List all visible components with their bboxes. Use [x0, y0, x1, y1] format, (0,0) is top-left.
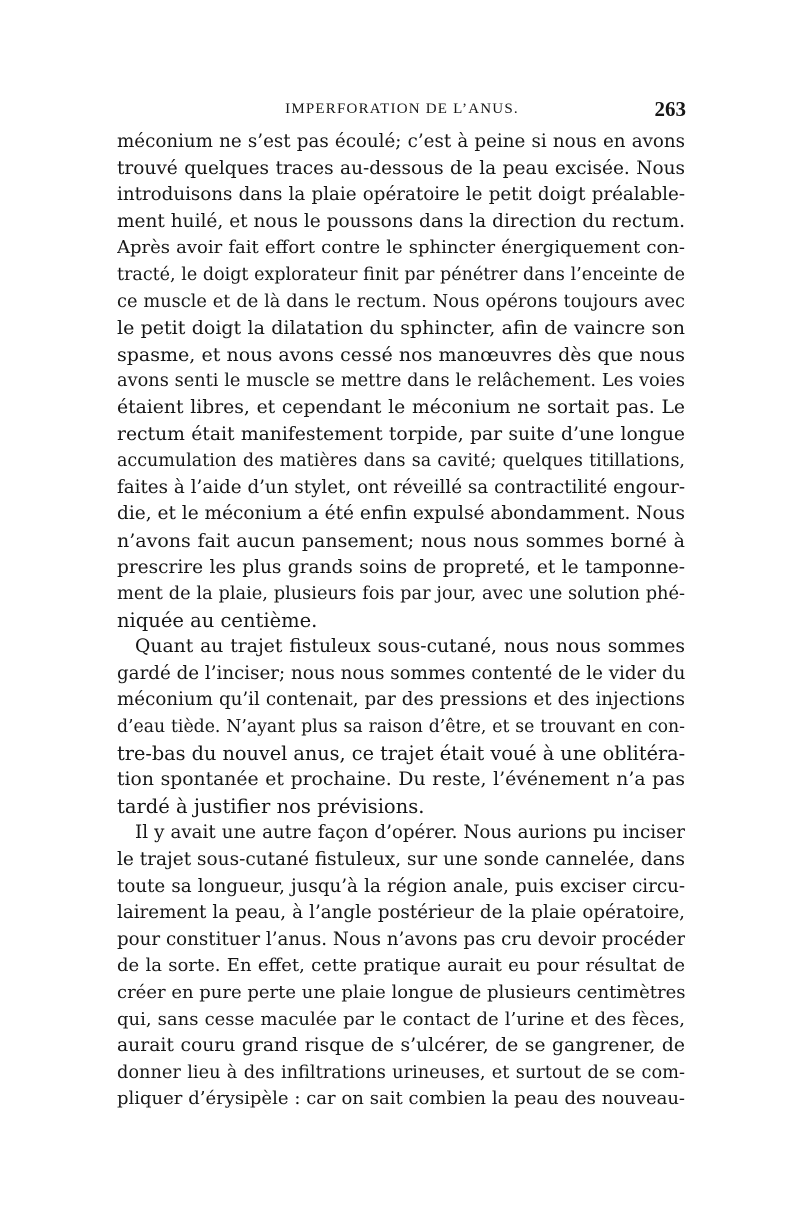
text-line: ment huilé, et nous le poussons dans la direction du rectum. [117, 210, 685, 232]
text-line: ment de la plaie, plusieurs fois par jour, avec une solution phé- [117, 584, 685, 605]
text-line: n’avons fait aucun pansement; nous nous sommes borné à [117, 529, 685, 552]
text-line: tion spontanée et prochaine. Du reste, l’événement n’a pas [117, 769, 685, 791]
text-line: lairement la peau, à l’angle postérieur de la plaie opératoire, [117, 902, 685, 924]
paragraph-start-line: Quant au trajet fistuleux sous-cutané, nous nous sommes [135, 636, 685, 658]
text-line: méconium qu’il contenait, par des pressions et des injections [117, 689, 685, 711]
paragraph-end-line: niquée au centième. [117, 608, 318, 632]
text-line: pliquer d’érysipèle : car on sait combien la peau des nouveau- [117, 1088, 685, 1110]
text-line: avons senti le muscle se mettre dans le relâchement. Les voies [117, 371, 685, 392]
text-line: rectum était manifestement torpide, par suite d’une longue [117, 423, 685, 445]
text-line: gardé de l’inciser; nous nous sommes contenté de le vider du [117, 662, 685, 684]
text-line: tre-bas du nouvel anus, ce trajet était voué à une oblitéra- [117, 741, 685, 765]
page-number: 263 [654, 97, 686, 121]
text-line: prescrire les plus grands soins de propreté, et le tamponne- [117, 556, 685, 578]
paragraph-end-line: tardé à justifier nos prévisions. [117, 794, 425, 818]
text-line: créer en pure perte une plaie longue de plusieurs centimètres [117, 982, 685, 1003]
text-line: donner lieu à des infiltrations urineuses, et surtout de se com- [117, 1062, 685, 1083]
text-line: Après avoir fait effort contre le sphincter énergiquement con- [117, 237, 685, 259]
running-head [118, 98, 686, 124]
text-line: die, et le méconium a été enfin expulsé abondamment. Nous [117, 503, 685, 525]
text-line: trouvé quelques traces au-dessous de la peau excisée. Nous [117, 157, 685, 179]
text-line: faites à l’aide d’un stylet, ont réveillé sa contractilité engour- [117, 476, 685, 498]
text-line: accumulation des matières dans sa cavité; quelques titillations, [117, 451, 685, 472]
text-line: tracté, le doigt explorateur finit par pénétrer dans l’enceinte de [117, 264, 685, 285]
text-line: le petit doigt la dilatation du sphincter, afin de vaincre son [117, 317, 685, 340]
text-line: étaient libres, et cependant le méconium ne sortait pas. Le [117, 396, 685, 418]
body-text [117, 129, 685, 1113]
text-line: spasme, et nous avons cessé nos manœuvres dès que nous [117, 343, 685, 366]
text-line: aurait couru grand risque de s’ulcérer, de se gangrener, de [117, 1035, 685, 1057]
text-line: ce muscle et de là dans le rectum. Nous opérons toujours avec [117, 291, 685, 312]
text-line: d’eau tiède. N’ayant plus sa raison d’être, et se trouvant en con- [117, 717, 685, 738]
text-line: qui, sans cesse maculée par le contact de l’urine et des fèces, [117, 1008, 685, 1030]
text-line: introduisons dans la plaie opératoire le petit doigt préalable- [117, 184, 685, 206]
text-line: le trajet sous-cutané fistuleux, sur une sonde cannelée, dans [117, 849, 685, 871]
text-line: toute sa longueur, jusqu’à la région anale, puis exciser circu- [117, 875, 685, 897]
text-line: méconium ne s’est pas écoulé; c’est à peine si nous en avons [117, 131, 685, 152]
running-title: IMPERFORATION DE L’ANUS. [285, 101, 519, 117]
paragraph-start-line: Il y avait une autre façon d’opérer. Nous aurions pu inciser [135, 822, 685, 844]
text-line: pour constituer l’anus. Nous n’avons pas cru devoir procéder [117, 928, 685, 950]
text-line: de la sorte. En effet, cette pratique aurait eu pour résultat de [117, 955, 685, 977]
